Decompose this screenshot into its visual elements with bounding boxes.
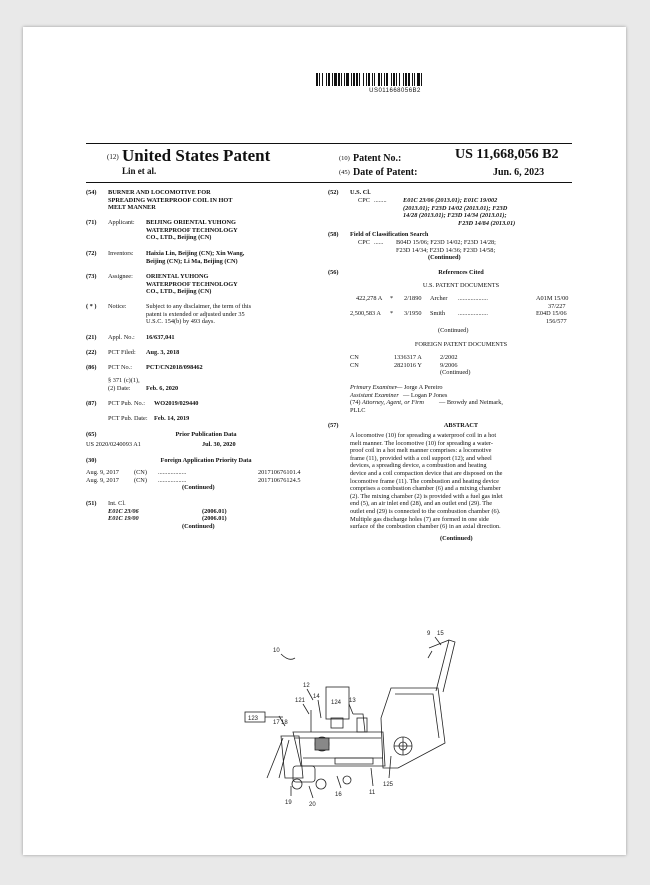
patent-drawing [223, 618, 463, 838]
figure-label: 124 [331, 700, 342, 706]
handle [436, 640, 455, 692]
us-doc-class: 37/227 [548, 302, 566, 310]
abstract-line: (2). The mixing chamber (2) is provided with a fuel gas inlet [350, 492, 503, 500]
date-of-patent: Jun. 6, 2023 [493, 167, 545, 178]
inventors-code: (72) [86, 250, 97, 257]
title-code: (54) [86, 189, 97, 196]
abstract-line: surface of the combustion chamber (6) in an axial direction. [350, 523, 501, 531]
foreign-doc-date: 2/2002 [440, 354, 458, 361]
abstract-line: proof coil in a hot melt manner comprises: a locomotive [350, 447, 492, 455]
us-docs-heading: U.S. PATENT DOCUMENTS [422, 282, 500, 289]
foreign-number: 201710676101.4 [258, 469, 301, 476]
us-doc-dots: ................... [458, 310, 488, 317]
figure-label: 18 [281, 720, 288, 726]
abstract-line: outlet end (29) is connected to the combustion chamber (6). [350, 508, 501, 515]
prior-publication: US 2020/0240093 A1 [86, 441, 141, 448]
patent-page [23, 27, 626, 855]
date-code: (45) [339, 169, 350, 176]
figure-label: 11 [369, 790, 376, 796]
pct-no-code: (86) [86, 364, 97, 371]
continued-label: (Continued) [440, 369, 471, 377]
figure-label: 121 [295, 698, 306, 704]
abstract-line: melt manner. The locomotive (10) for spreading a water- [350, 439, 493, 447]
abstract-line: device and a coil compaction device that are disposed on the [350, 470, 503, 477]
leader-line [281, 654, 295, 659]
field-dots: ...... [374, 239, 384, 246]
prior-publication-date: Jul. 30, 2020 [202, 441, 236, 448]
authors: Lin et al. [122, 166, 157, 176]
cpc-dots: ........ [374, 197, 387, 204]
abstract-heading: ABSTRACT [443, 422, 479, 429]
right-column [328, 189, 574, 609]
foreign-docs-heading: FOREIGN PATENT DOCUMENTS [414, 341, 508, 348]
patent-number: US 11,668,056 B2 [455, 147, 559, 162]
uscl-label: U.S. Cl. [350, 189, 371, 196]
figure-label: 12 [303, 683, 310, 689]
continued-label: (Continued) [438, 327, 469, 334]
us-doc-date: 3/1950 [404, 310, 422, 317]
figure-label: 20 [309, 802, 316, 808]
assignee-code: (73) [86, 273, 97, 280]
foreign-dots: .................. [158, 476, 187, 484]
invention-title-line: BURNER AND LOCOMOTIVE FOR [108, 189, 211, 196]
cpc-line: F23D 14/84 (2013.01) [458, 219, 516, 227]
foreign-date: Aug. 9, 2017 [86, 476, 119, 484]
us-doc-class: E04D 15/06 [536, 310, 567, 317]
patent-no-code: (10) [339, 155, 350, 162]
us-doc-name: Smith [430, 310, 446, 317]
document-title: United States Patent [122, 146, 271, 165]
foreign-code: (30) [86, 457, 97, 464]
appl-code: (21) [86, 334, 97, 341]
notice-line: Subject to any disclaimer, the term of this [146, 303, 252, 310]
s371-date-label: (2) Date: [108, 384, 131, 392]
us-doc-dots: ................... [458, 295, 488, 302]
invention-title-line: MELT MANNER [108, 204, 156, 212]
field-cpc-label: CPC [358, 239, 370, 246]
barcode [316, 73, 474, 86]
foreign-country: (CN) [134, 469, 147, 476]
field-code: (58) [328, 231, 339, 238]
continued-label: (Continued) [428, 254, 461, 262]
us-doc-date: 2/1890 [404, 295, 422, 302]
applicant-code: (71) [86, 219, 97, 226]
s371-date: Feb. 6, 2020 [146, 384, 179, 392]
s371-label: § 371 (c)(1), [108, 377, 140, 384]
assistant-examiner-label: Assistant Examiner [350, 391, 399, 399]
foreign-doc-number: 1336317 A [394, 354, 422, 361]
inventors-line: Haixia Lin, Beijing (CN); Xin Wang, [146, 250, 245, 257]
field-line: F23D 14/34; F23D 14/36; F23D 14/58; [396, 246, 496, 254]
abstract-line: Multiple gas discharge holes (7) are formed in one side [350, 515, 489, 523]
foreign-doc-number: 2821016 Y [394, 361, 422, 369]
field-label: Field of Classification Search [350, 231, 429, 238]
figure-label: 125 [383, 782, 394, 788]
patent-no-label: Patent No.: [353, 153, 402, 164]
inventors-line: Beijing (CN); Li Ma, Beijing (CN) [146, 257, 238, 265]
intcl-version: (2006.01) [202, 515, 227, 523]
pct-pub-date: Feb. 14, 2019 [154, 415, 190, 422]
intcl-class: E01C 23/06 [108, 507, 139, 515]
ref-heading: References Cited [438, 269, 484, 276]
header-bottom-rule [86, 182, 572, 183]
figure-label: 15 [437, 631, 444, 637]
prior-code: (65) [86, 431, 97, 438]
kind-code: (12) [107, 153, 119, 161]
chassis [293, 732, 385, 766]
intcl-code: (51) [86, 500, 97, 507]
assignee-line: WATERPROOF TECHNOLOGY [146, 280, 238, 288]
prior-heading: Prior Publication Data [175, 431, 237, 438]
notice-code: ( * ) [86, 303, 97, 310]
us-doc-star: * [390, 310, 394, 317]
attorney-code: (74) [350, 399, 361, 407]
invention-title-line: SPREADING WATERPROOF COIL IN HOT [108, 196, 233, 204]
abstract-code: (57) [328, 422, 339, 429]
left-column [86, 189, 326, 609]
intcl-class: E01C 19/00 [108, 515, 139, 523]
assignee-label: Assignee: [108, 273, 133, 280]
notice-line: patent is extended or adjusted under 35 [146, 310, 245, 318]
figure-label: 14 [313, 694, 320, 700]
abstract-line: devices, a spreading device, a combustion and heating [350, 462, 487, 470]
pct-pub-date-label: PCT Pub. Date: [108, 415, 148, 422]
pct-no-label: PCT No.: [108, 364, 133, 371]
abstract-line: end (5), an air inlet end (28), and an outlet end (29). The [350, 500, 493, 508]
field-line: B04D 15/06; F23D 14/02; F23D 14/28; [396, 239, 496, 246]
figure-label: 123 [248, 716, 259, 722]
us-doc-number: 422,278 A [356, 295, 383, 302]
notice-line: U.S.C. 154(b) by 493 days. [146, 318, 215, 326]
cpc-line: (2013.01); F23D 14/02 (2013.01); F23D [403, 204, 508, 212]
abstract-line: A locomotive (10) for spreading a waterproof coil in a hot [350, 432, 497, 439]
figure-label: 9 [427, 631, 431, 637]
assignee-line: ORIENTAL YUHONG [146, 273, 209, 280]
foreign-heading: Foreign Application Priority Data [160, 457, 252, 464]
header-top-rule [86, 143, 572, 144]
barcode-number: US011668056B2 [369, 88, 421, 94]
pct-pub-code: (87) [86, 400, 97, 407]
notice-label: Notice: [108, 303, 127, 310]
date-label: Date of Patent: [353, 167, 418, 178]
appl-number: 16/637,041 [146, 334, 175, 341]
abstract-line: locomotive frame (11). The combustion and heating device [350, 477, 499, 485]
cpc-label: CPC [358, 197, 370, 204]
us-doc-number: 2,500,583 A [350, 310, 381, 317]
foreign-country: (CN) [134, 476, 147, 484]
foreign-dots: .................. [158, 469, 187, 476]
us-doc-name: Archer [430, 295, 448, 302]
applicant-label: Applicant: [108, 219, 135, 226]
pct-filed-label: PCT Filed: [108, 349, 136, 356]
foreign-doc-cc: CN [350, 361, 359, 369]
us-doc-star: * [390, 295, 394, 302]
cpc-line: E01C 23/06 (2013.01); E01C 19/002 [403, 197, 498, 204]
foreign-number: 201710676124.5 [258, 476, 301, 484]
cpc-line: 14/28 (2013.01); F23D 14/34 (2013.01); [403, 212, 507, 220]
barcode-bar [421, 73, 422, 86]
us-doc-class: 156/577 [546, 317, 567, 325]
pct-filed-code: (22) [86, 349, 97, 356]
applicant-line: BEIJING ORIENTAL YUHONG [146, 219, 236, 226]
intcl-label: Int. Cl. [108, 500, 126, 507]
pct-pub-number: WO2019/029440 [154, 400, 199, 407]
abstract-line: comprises a combustion chamber (6) and a mixing chamber [350, 485, 501, 493]
us-doc-class: A01M 15/00 [536, 295, 569, 302]
attorney: PLLC [350, 406, 366, 414]
inventors-label: Inventors: [108, 250, 134, 257]
ref-code: (56) [328, 269, 339, 276]
uscl-code: (52) [328, 189, 339, 196]
assignee-line: CO., LTD., Beijing (CN) [146, 288, 212, 296]
continued-label: (Continued) [440, 535, 473, 542]
pct-pub-label: PCT Pub. No.: [108, 400, 145, 407]
figure-label: 10 [273, 648, 280, 654]
applicant-line: CO., LTD., Beijing (CN) [146, 234, 212, 242]
figure-label: 19 [285, 800, 292, 806]
primary-examiner: — Jorge A Pereiro [396, 384, 443, 391]
foreign-doc-cc: CN [350, 354, 359, 361]
foreign-doc-date: 9/2006 [440, 361, 458, 369]
abstract-line: frame (11), provided with a coil support (12); and wheel [350, 454, 492, 462]
primary-examiner-label: Primary Examiner [350, 384, 398, 391]
figure-label: 16 [335, 792, 342, 798]
appl-label: Appl. No.: [108, 334, 135, 341]
intcl-version: (2006.01) [202, 507, 227, 515]
pct-number: PCT/CN2018/098462 [146, 364, 203, 371]
assistant-examiner: — Logan P Jones [403, 391, 448, 399]
continued-label: (Continued) [182, 484, 215, 492]
attorney-label: Attorney, Agent, or Firm [362, 399, 424, 407]
applicant-line: WATERPROOF TECHNOLOGY [146, 226, 238, 234]
figure-label: 13 [349, 698, 356, 704]
continued-label: (Continued) [182, 522, 215, 530]
attorney: — Browdy and Neimark, [439, 399, 504, 407]
foreign-date: Aug. 9, 2017 [86, 469, 119, 476]
pct-filed-date: Aug. 3, 2018 [146, 349, 180, 356]
figure-label: 17 [273, 720, 280, 726]
